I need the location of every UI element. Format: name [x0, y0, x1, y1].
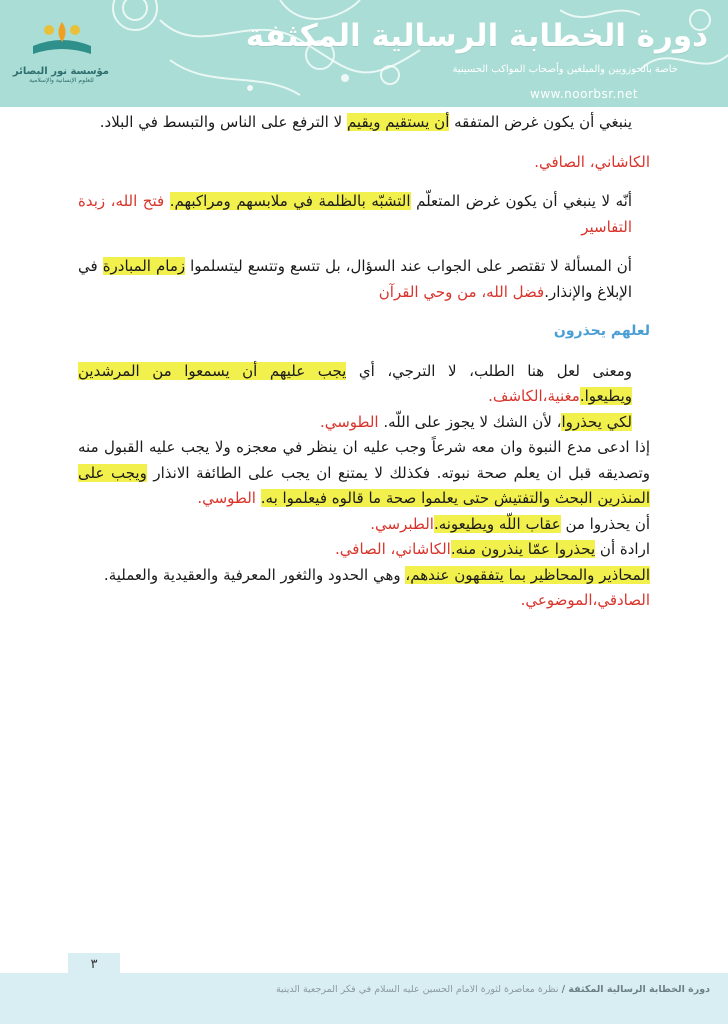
citation: الكاشاني، الصافي. — [534, 152, 650, 171]
page-header — [0, 0, 728, 107]
footer-course-name: دورة الخطابة الرسالية المكثفة / — [561, 984, 710, 995]
highlight: عقاب اللّه ويطيعونه. — [433, 514, 561, 533]
logo-tagline: للعلوم الإنسانية والإسلامية — [29, 77, 94, 84]
paragraph: إذا ادعى مدع النبوة وان معه شرعاً وجب عليه ان ينظر في معجزه ولا يجب عليه القبول منه وتصديقه قبل ان يعلم صحة نبوته. فكذلك لا يمتنع ان يجب على الطائفة الانذار ويجب على المنذرين البحث والتفتيش حتى يعلموا صحة ما قالوه فيعلموا به. الطوسي. — [78, 438, 650, 507]
paragraph: المحاذير والمحاظير بما يتفقهون عندهم، وهي الحدود والثغور المعرفية والعقيدية والعملية. — [103, 565, 650, 584]
highlight: زمام المبادرة — [102, 257, 186, 275]
paragraph: أن يحذروا من عقاب اللّه ويطيعونه.الطبرسي. — [370, 514, 650, 533]
highlight: أن يستقيم ويقيم — [346, 113, 450, 131]
course-title: دورة الخطابة الرسالية المكثفة — [245, 18, 708, 54]
paragraph: ارادة أن يحذروا عمّا ينذرون منه.الكاشاني، الصافي. — [335, 540, 650, 558]
paragraph: لكي يحذروا، لأن الشك لا يجوز على اللّه. الطوسي. — [319, 412, 632, 431]
section-heading: لعلهم يحذرون — [553, 323, 650, 339]
citation: الكاشاني، الصافي. — [335, 540, 451, 558]
highlight: التشبّه بالظلمة في ملابسهم ومراكبهم. — [169, 192, 411, 210]
citation: الطوسي. — [197, 489, 256, 507]
highlight: يجب عليهم أن يسمعوا من المرشدين ويطيعوا. — [78, 361, 632, 405]
citation: الطبرسي. — [370, 514, 434, 533]
citation: مغنية،الكاشف. — [488, 387, 580, 405]
highlight: لكي يحذروا — [561, 412, 632, 431]
highlight: يحذروا عمّا ينذرون منه. — [450, 540, 596, 558]
footer-band — [0, 973, 728, 1024]
organization-logo — [14, 16, 109, 84]
logo-name: مؤسسة نور البصائر — [12, 66, 109, 77]
paragraph: ومعنى لعل هنا الطلب، لا الترجي، أي يجب عليهم أن يسمعوا من المرشدين ويطيعوا.مغنية،الكاشف. — [78, 361, 632, 405]
highlight: ويجب على المنذرين البحث والتفتيش حتى يعلموا صحة ما قالوه فيعلموا به. — [78, 463, 650, 507]
highlight: المحاذير والمحاظير بما يتفقهون عندهم، — [405, 565, 650, 584]
paragraph: أنّه لا ينبغي أن يكون غرض المتعلّم التشبّه بالظلمة في ملابسهم ومراكبهم. فتح الله، زبدة التفاسير — [78, 192, 632, 236]
footer-subtitle: نظرة معاصرة لثورة الامام الحسين عليه السلام في فكر المرجعية الدينية — [275, 984, 562, 995]
page-content — [78, 110, 650, 614]
course-subtitle: خاصة بالحوزويين والمبلغين وأصحاب المواكب الحسينية — [452, 64, 678, 75]
website-url[interactable]: www.noorbsr.net — [530, 87, 639, 101]
citation: فضل الله، من وحي القرآن — [378, 282, 545, 301]
paragraph: ينبغي أن يكون غرض المتفقه أن يستقيم ويقيم لا الترفع على الناس والتبسط في البلاد. — [99, 113, 632, 131]
paragraph: أن المسألة لا تقتصر على الجواب عند السؤال، بل تتسع وتتسع ليتسلموا زمام المبادرة في الإبلاغ والإنذار.فضل الله، من وحي القرآن — [78, 257, 632, 301]
book-icon — [27, 16, 97, 60]
footer-text — [276, 984, 710, 995]
page-number: ٣ — [68, 953, 120, 977]
citation: فتح الله، زبدة التفاسير — [78, 192, 632, 236]
citation: الصادقي،الموضوعي. — [520, 591, 650, 609]
citation: الطوسي. — [319, 412, 379, 431]
